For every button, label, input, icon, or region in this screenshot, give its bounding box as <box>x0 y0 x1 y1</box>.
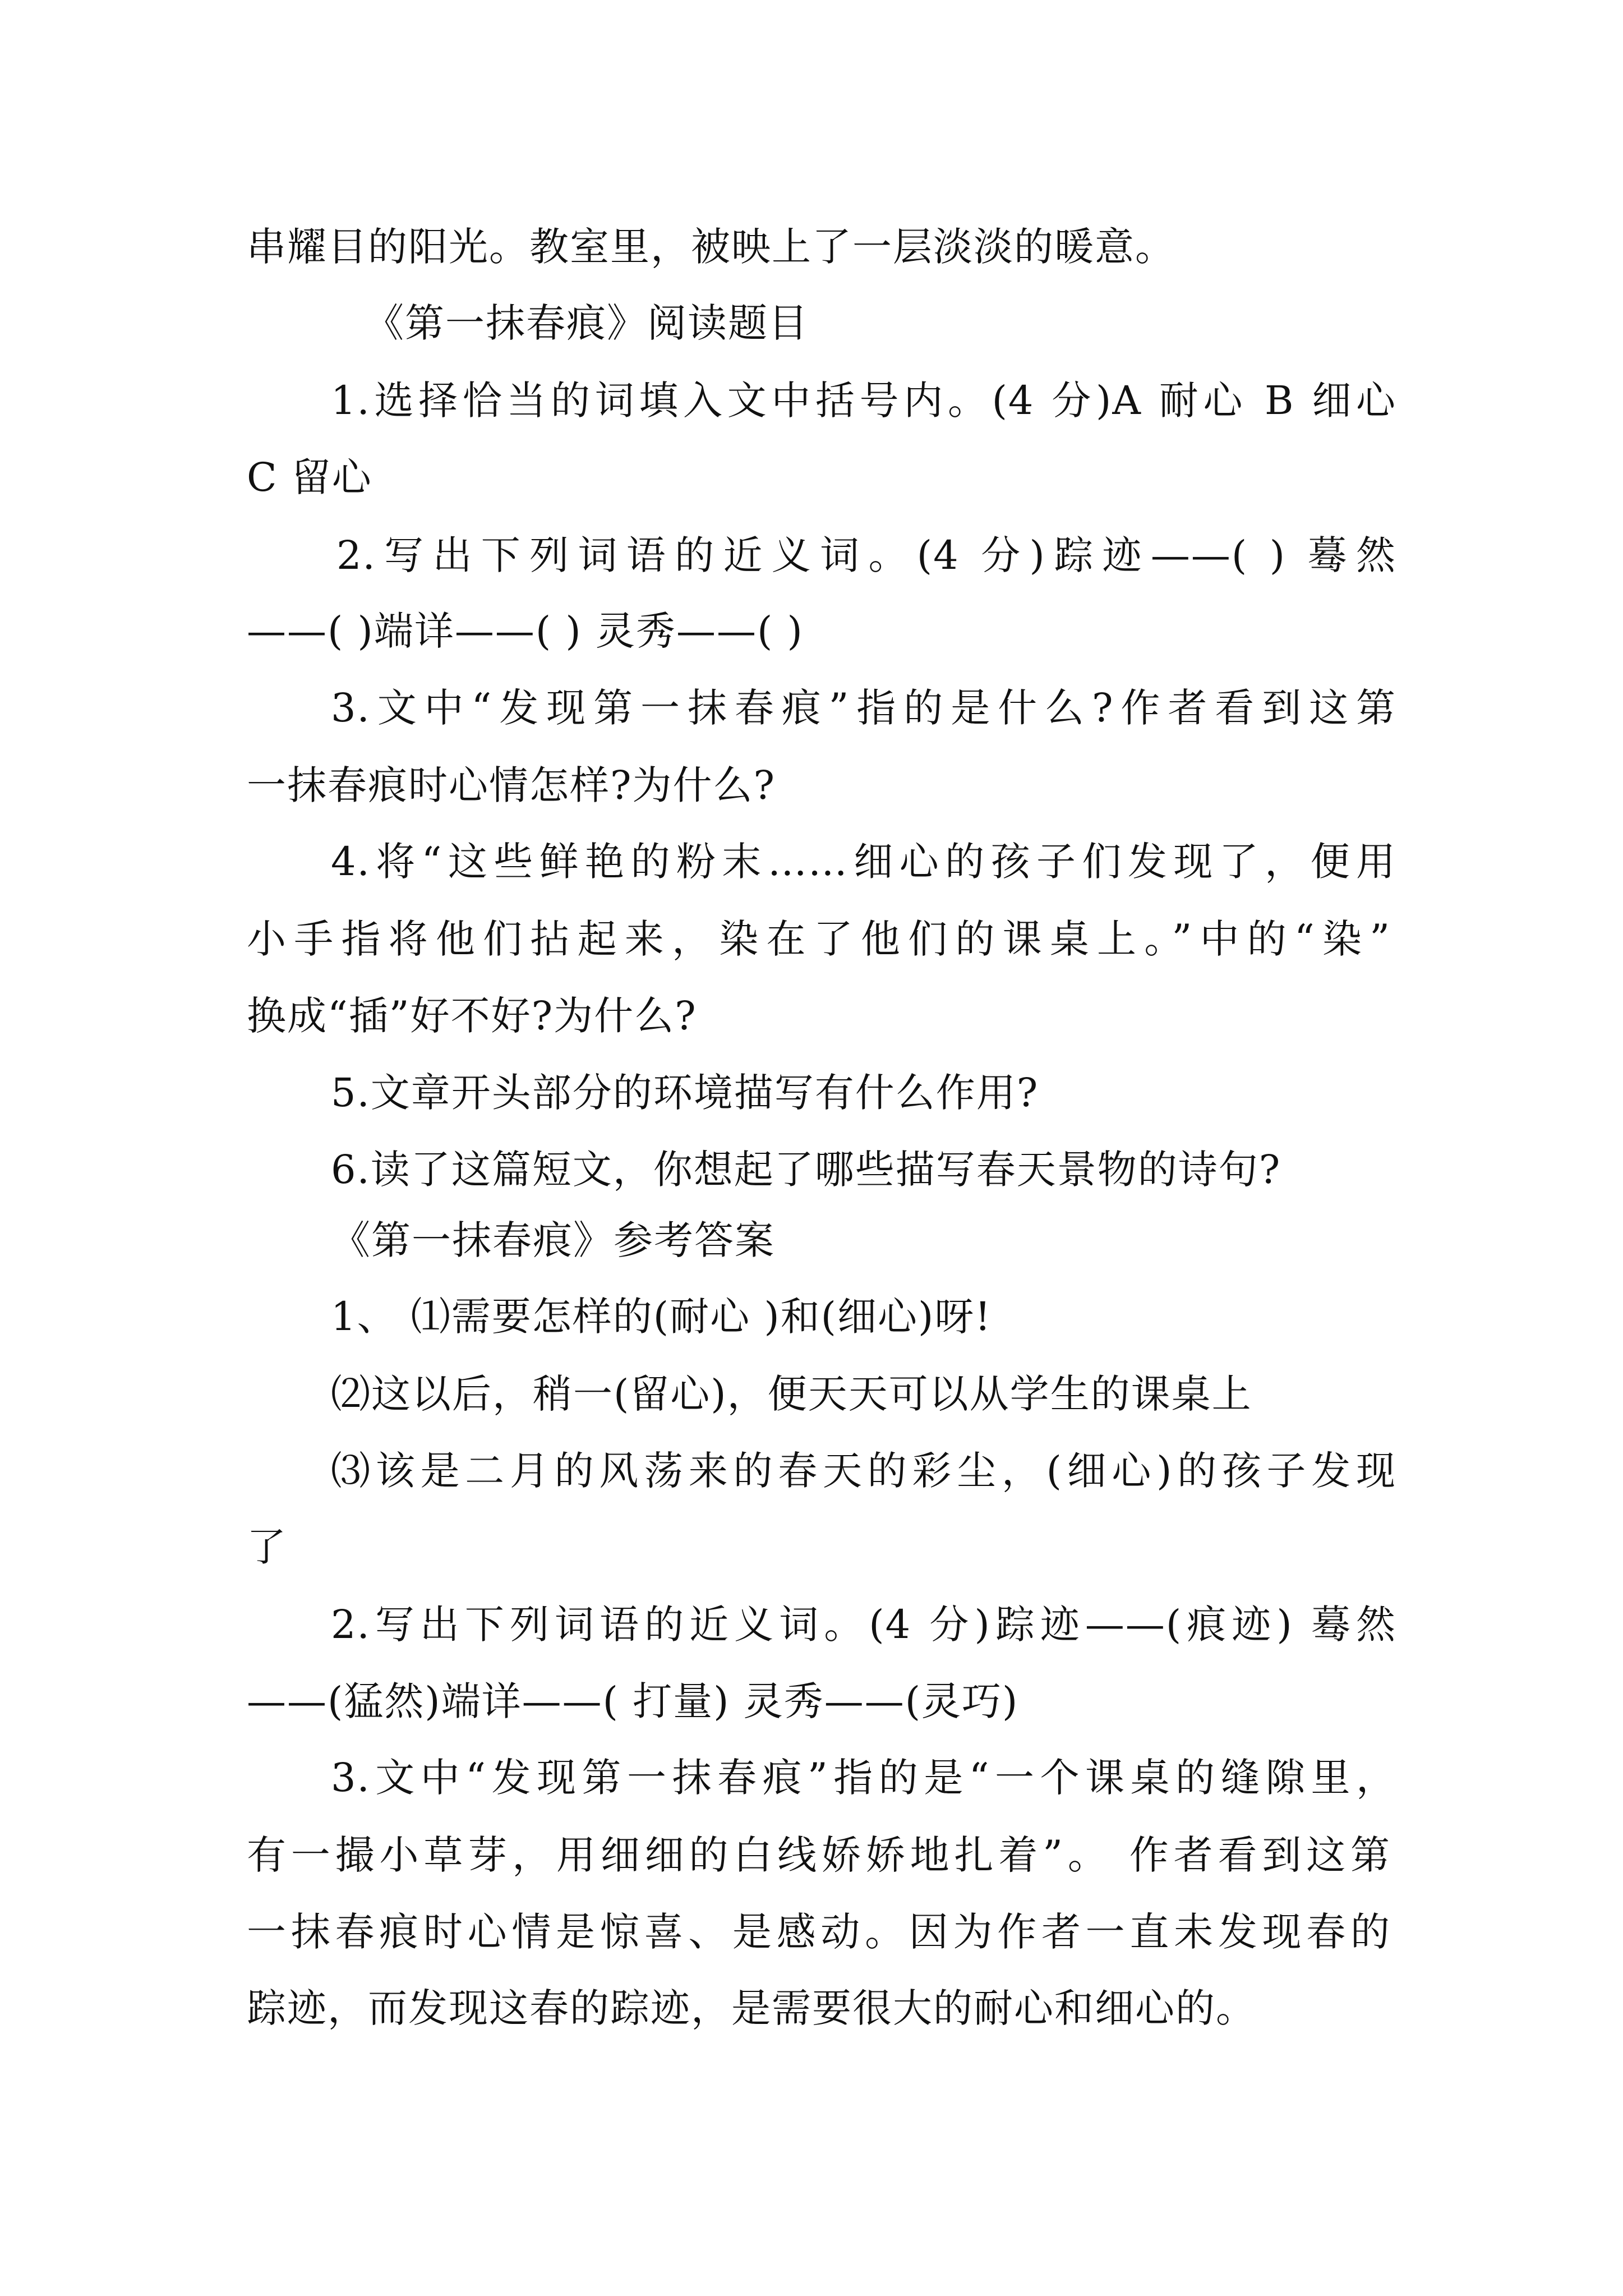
question-3-line-2: 一抹春痕时心情怎样?为什么? <box>247 762 776 808</box>
question-6-line-1: 6.读了这篇短文，你想起了哪些描写春天景物的诗句? <box>331 1147 1281 1193</box>
answer-3-line-3: 一抹春痕时心情是惊喜、是感动。因为作者一直未发现春的 <box>247 1909 1391 1955</box>
question-4-line-2: 小手指将他们拈起来，染在了他们的课桌上。”中的“染” <box>247 916 1391 962</box>
question-1-line-2: C 留心 <box>247 454 372 500</box>
section-title-questions: 《第一抹春痕》阅读题目 <box>365 300 809 346</box>
answer-2-line-2: ——(猛然)端详——( 打量) 灵秀——(灵巧) <box>247 1678 1019 1724</box>
question-4-line-1: 4.将“这些鲜艳的粉末……细心的孩子们发现了，便用 <box>331 839 1396 885</box>
text-line-1: 串耀目的阳光。教室里，被映上了一层淡淡的暖意。 <box>247 224 1175 270</box>
question-5-line-1: 5.文章开头部分的环境描写有什么作用? <box>331 1070 1039 1116</box>
question-2-line-1: 2.写出下列词语的近义词。(4 分)踪迹——( ) 蓦然 <box>336 532 1396 578</box>
answer-3-line-4: 踪迹，而发现这春的踪迹，是需要很大的耐心和细心的。 <box>247 1985 1256 2031</box>
question-4-line-3: 换成“插”好不好?为什么? <box>247 993 697 1039</box>
answer-1-line-3: ⑶该是二月的风荡来的春天的彩尘，(细心)的孩子发现 <box>331 1448 1396 1494</box>
section-title-answers: 《第一抹春痕》参考答案 <box>331 1217 775 1263</box>
answer-2-line-1: 2.写出下列词语的近义词。(4 分)踪迹——(痕迹) 蓦然 <box>331 1602 1396 1648</box>
answer-3-line-2: 有一撮小草芽，用细细的白线娇娇地扎着”。 作者看到这第 <box>247 1832 1391 1878</box>
answer-1-line-1: 1、 ⑴需要怎样的(耐心 )和(细心)呀! <box>331 1294 992 1340</box>
answer-1-line-4: 了 <box>247 1524 287 1570</box>
question-3-line-1: 3.文中“发现第一抹春痕”指的是什么?作者看到这第 <box>331 685 1396 731</box>
answer-3-line-1: 3.文中“发现第一抹春痕”指的是“一个课桌的缝隙里， <box>331 1755 1396 1801</box>
question-2-line-2: ——( )端详——( ) 灵秀——( ) <box>247 608 804 654</box>
answer-1-line-2: ⑵这以后，稍一(留心)，便天天可以从学生的课桌上 <box>331 1371 1252 1417</box>
question-1-line-1: 1.选择恰当的词填入文中括号内。(4 分)A 耐心 B 细心 <box>331 378 1396 424</box>
